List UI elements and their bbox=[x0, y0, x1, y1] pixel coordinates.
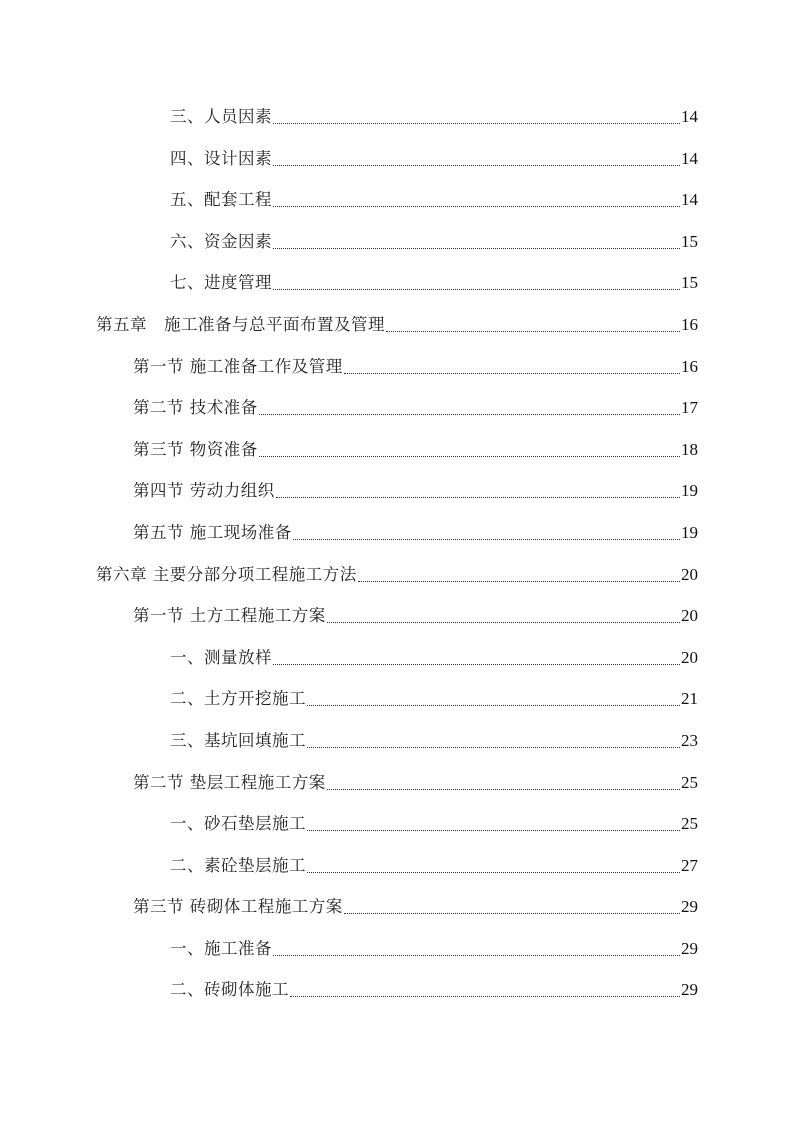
toc-entry-page: 20 bbox=[681, 606, 698, 626]
dot-leader bbox=[307, 688, 680, 710]
toc-entry[interactable] bbox=[0, 730, 793, 772]
toc-entry-title: 第三节 砖砌体工程施工方案 bbox=[133, 897, 343, 917]
toc-entry-title: 第五章 施工准备与总平面布置及管理 bbox=[96, 314, 385, 334]
toc-entry-title: 三、基坑回填施工 bbox=[170, 730, 306, 750]
toc-entry[interactable] bbox=[0, 231, 793, 273]
toc-entry-page: 16 bbox=[681, 314, 698, 334]
dot-leader bbox=[273, 106, 680, 128]
toc-entry-title: 第六章 主要分部分项工程施工方法 bbox=[96, 564, 357, 584]
toc-entry-title: 第三节 物资准备 bbox=[133, 439, 258, 459]
toc-entry[interactable] bbox=[0, 855, 793, 897]
dot-leader bbox=[327, 772, 680, 794]
toc-entry-title: 一、测量放样 bbox=[170, 647, 272, 667]
toc-entry[interactable] bbox=[0, 148, 793, 190]
dot-leader bbox=[273, 189, 680, 211]
dot-leader bbox=[259, 439, 680, 461]
toc-entry-page: 25 bbox=[681, 772, 698, 792]
toc-entry[interactable] bbox=[0, 979, 793, 1021]
toc-entry-title: 第一节 施工准备工作及管理 bbox=[133, 356, 343, 376]
dot-leader bbox=[358, 564, 680, 586]
toc-section-entry[interactable] bbox=[0, 772, 793, 814]
toc-section-entry[interactable] bbox=[0, 397, 793, 439]
toc-chapter-entry[interactable] bbox=[0, 564, 793, 606]
toc-entry-title: 第四节 劳动力组织 bbox=[133, 481, 275, 501]
toc-section-entry[interactable] bbox=[0, 356, 793, 398]
dot-leader bbox=[344, 356, 680, 378]
toc-entry-title: 二、素砼垫层施工 bbox=[170, 855, 306, 875]
toc-entry-title: 二、土方开挖施工 bbox=[170, 689, 306, 709]
toc-entry-title: 第二节 垫层工程施工方案 bbox=[133, 772, 326, 792]
dot-leader bbox=[386, 314, 680, 336]
toc-entry-page: 18 bbox=[681, 439, 698, 459]
dot-leader bbox=[293, 522, 680, 544]
toc-entry[interactable] bbox=[0, 813, 793, 855]
dot-leader bbox=[273, 647, 680, 669]
toc-section-entry[interactable] bbox=[0, 439, 793, 481]
toc-entry-page: 29 bbox=[681, 938, 698, 958]
dot-leader bbox=[307, 813, 680, 835]
dot-leader bbox=[273, 231, 680, 253]
toc-entry-page: 21 bbox=[681, 689, 698, 709]
dot-leader bbox=[276, 480, 680, 502]
dot-leader bbox=[259, 397, 680, 419]
toc-entry-title: 六、资金因素 bbox=[170, 231, 272, 251]
toc-entry-page: 29 bbox=[681, 980, 698, 1000]
toc-entry-page: 17 bbox=[681, 398, 698, 418]
toc-entry[interactable] bbox=[0, 272, 793, 314]
toc-entry-page: 20 bbox=[681, 647, 698, 667]
toc-section-entry[interactable] bbox=[0, 896, 793, 938]
toc-entry[interactable] bbox=[0, 189, 793, 231]
toc-entry-page: 19 bbox=[681, 522, 698, 542]
toc-entry-page: 27 bbox=[681, 855, 698, 875]
toc-section-entry[interactable] bbox=[0, 522, 793, 564]
toc-entry-title: 四、设计因素 bbox=[170, 148, 272, 168]
dot-leader bbox=[273, 938, 680, 960]
toc-section-entry[interactable] bbox=[0, 480, 793, 522]
toc-entry-title: 第一节 土方工程施工方案 bbox=[133, 606, 326, 626]
toc-entry[interactable] bbox=[0, 106, 793, 148]
toc-entry-title: 一、砂石垫层施工 bbox=[170, 814, 306, 834]
dot-leader bbox=[307, 730, 680, 752]
dot-leader bbox=[307, 855, 680, 877]
toc-entry[interactable] bbox=[0, 647, 793, 689]
toc-entry[interactable] bbox=[0, 688, 793, 730]
toc-entry-page: 14 bbox=[681, 107, 698, 126]
toc-entry-page: 29 bbox=[681, 897, 698, 917]
toc-entry-page: 16 bbox=[681, 356, 698, 376]
toc-entry-title: 七、进度管理 bbox=[170, 273, 272, 293]
dot-leader bbox=[273, 272, 680, 294]
toc-entry[interactable] bbox=[0, 938, 793, 980]
toc-entry-page: 15 bbox=[681, 273, 698, 293]
toc-section-entry[interactable] bbox=[0, 605, 793, 647]
toc-entry-page: 15 bbox=[681, 231, 698, 251]
dot-leader bbox=[273, 148, 680, 170]
toc-entry-page: 14 bbox=[681, 148, 698, 168]
toc-chapter-entry[interactable] bbox=[0, 314, 793, 356]
toc-entry-page: 25 bbox=[681, 814, 698, 834]
toc-entry-title: 第五节 施工现场准备 bbox=[133, 522, 292, 542]
table-of-contents bbox=[0, 106, 793, 1021]
dot-leader bbox=[327, 605, 680, 627]
toc-entry-title: 一、施工准备 bbox=[170, 938, 272, 958]
dot-leader bbox=[344, 896, 680, 918]
toc-entry-page: 20 bbox=[681, 564, 698, 584]
toc-entry-title: 二、砖砌体施工 bbox=[170, 980, 289, 1000]
toc-entry-page: 14 bbox=[681, 190, 698, 210]
toc-entry-page: 23 bbox=[681, 730, 698, 750]
toc-entry-page: 19 bbox=[681, 481, 698, 501]
toc-entry-title: 五、配套工程 bbox=[170, 190, 272, 210]
dot-leader bbox=[290, 979, 680, 1001]
toc-entry-title: 第二节 技术准备 bbox=[133, 398, 258, 418]
toc-entry-title: 三、人员因素 bbox=[170, 107, 272, 126]
